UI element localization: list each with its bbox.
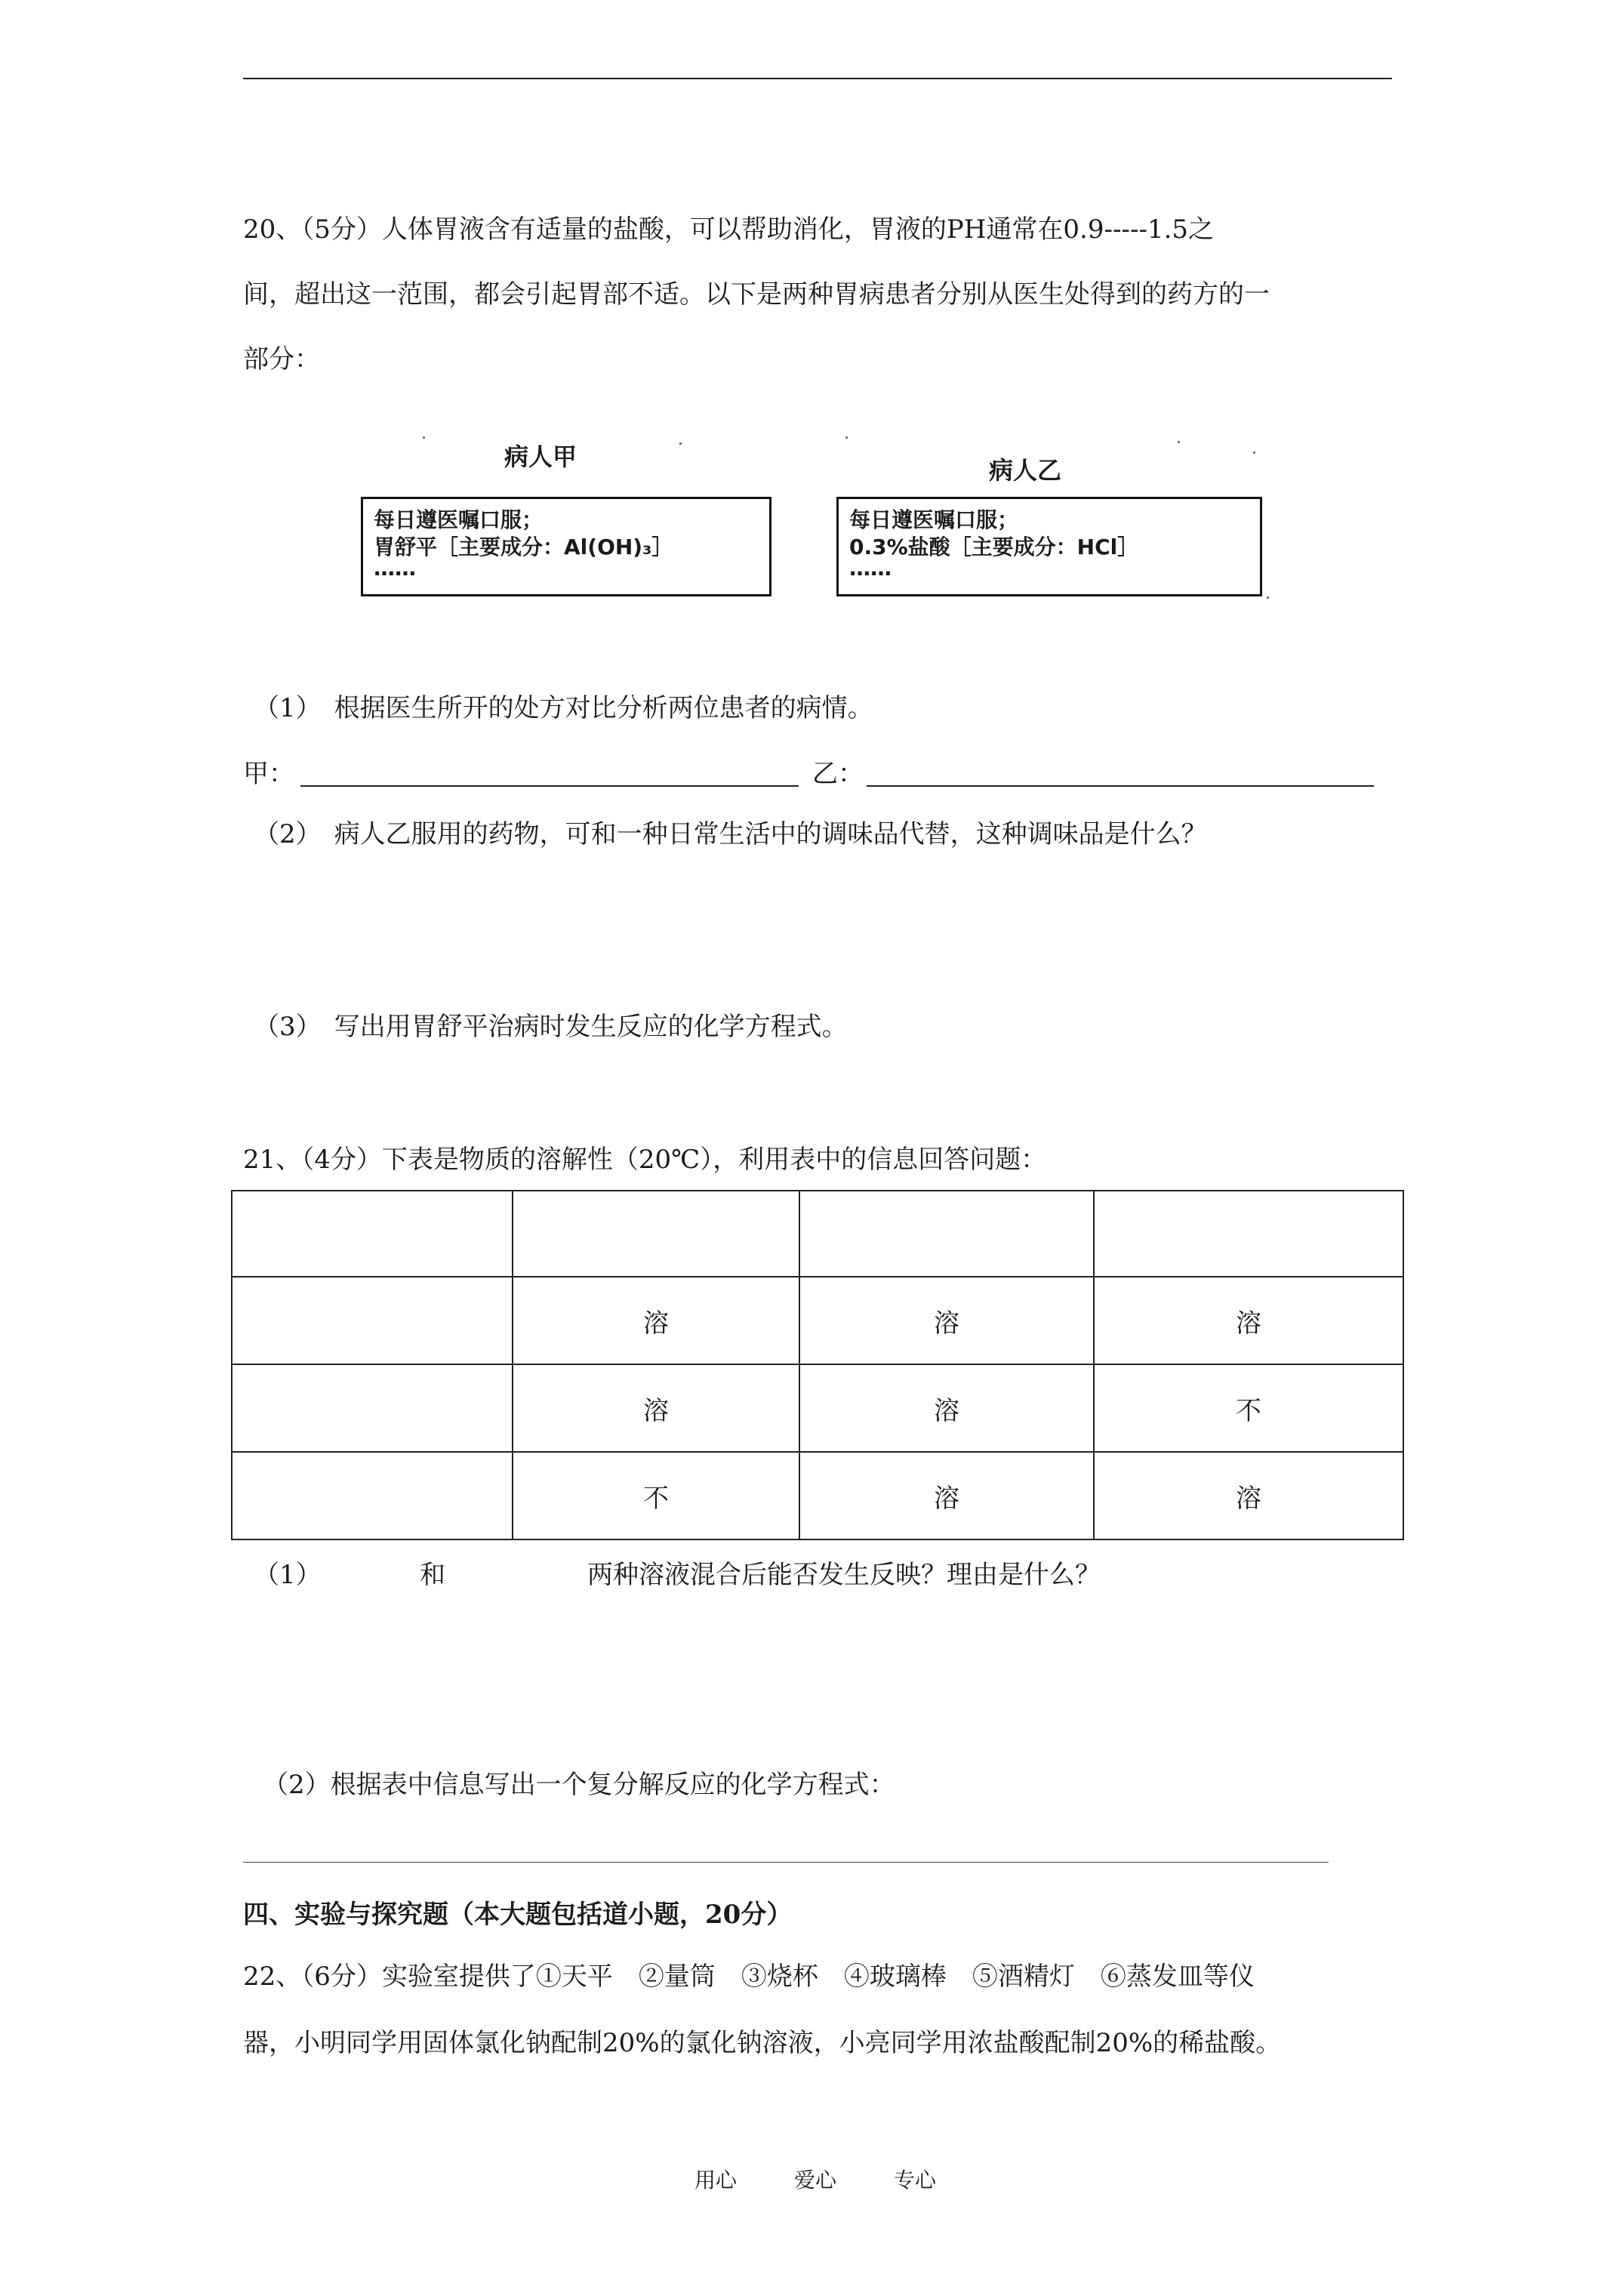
scan-speck xyxy=(1253,451,1255,454)
table-cell xyxy=(513,1191,799,1277)
table-cell xyxy=(232,1191,513,1277)
table-row xyxy=(232,1277,1403,1364)
patient-b-title: 病人乙 xyxy=(989,456,1062,485)
q21-sub1-rest: 两种溶液混合后能否发生反映？理由是什么？ xyxy=(587,1560,1101,1590)
q20-sub3: （3） 写出用胃舒平治病时发生反应的化学方程式。 xyxy=(254,1012,848,1042)
q21-sub1-and: 和 xyxy=(420,1560,445,1590)
scan-speck xyxy=(845,436,848,439)
q20-yi-label: 乙： xyxy=(812,759,864,789)
patient-a-title: 病人甲 xyxy=(504,442,577,471)
prescription-b-box xyxy=(836,497,1262,596)
table-cell: 溶 xyxy=(513,1364,799,1452)
q20-line2: 间，超出这一范围，都会引起胃部不适。以下是两种胃病患者分别从医生处得到的药方的一 xyxy=(243,279,1270,310)
table-cell: 溶 xyxy=(513,1277,799,1364)
table-cell: 不 xyxy=(1094,1364,1403,1452)
table-row xyxy=(232,1452,1403,1539)
footer-zhuanxin: 专心 xyxy=(894,2168,937,2193)
q21-sub1-prefix: （1） xyxy=(254,1560,322,1590)
q20-sub2: （2） 病人乙服用的药物，可和一种日常生活中的调味品代替，这种调味品是什么？ xyxy=(254,819,1207,849)
table-cell xyxy=(232,1277,513,1364)
table-cell: 溶 xyxy=(799,1277,1094,1364)
answer-blank-jia xyxy=(300,785,799,787)
table-cell xyxy=(232,1364,513,1452)
table-cell xyxy=(799,1191,1094,1277)
table-cell: 溶 xyxy=(799,1364,1094,1452)
table-cell: 不 xyxy=(513,1452,799,1539)
q21-intro: 21、（4分）下表是物质的溶解性（20℃），利用表中的信息回答问题： xyxy=(243,1145,1047,1175)
scan-speck xyxy=(1267,596,1269,599)
patient-a-line1: 每日遵医嘱口服； xyxy=(374,507,544,532)
table-cell xyxy=(1094,1191,1403,1277)
patient-b-line1: 每日遵医嘱口服； xyxy=(849,507,1019,532)
q22-line1: 22、（6分）实验室提供了①天平 ②量筒 ③烧杯 ④玻璃棒 ⑤酒精灯 ⑥蒸发皿等仪 xyxy=(243,1962,1255,1992)
table-cell: 溶 xyxy=(1094,1277,1403,1364)
answer-blank-yi xyxy=(867,785,1374,787)
q21-sub2: （2）根据表中信息写出一个复分解反应的化学方程式： xyxy=(263,1770,895,1800)
q22-line2: 器，小明同学用固体氯化钠配制20%的氯化钠溶液，小亮同学用浓盐酸配制20%的稀盐酸。 xyxy=(243,2028,1282,2058)
q20-sub1: （1） 根据医生所开的处方对比分析两位患者的病情。 xyxy=(254,693,873,723)
table-cell xyxy=(232,1452,513,1539)
patient-b-line3: …… xyxy=(849,556,892,581)
section4-heading: 四、实验与探究题（本大题包括道小题，20分） xyxy=(243,1900,793,1930)
prescription-a-box xyxy=(361,497,771,596)
q20-jia-label: 甲： xyxy=(243,759,294,789)
header-rule xyxy=(243,78,1392,79)
scan-speck xyxy=(679,442,682,445)
table-cell: 溶 xyxy=(799,1452,1094,1539)
patient-a-line3: …… xyxy=(374,556,416,581)
scan-speck xyxy=(1178,441,1180,443)
q20-line1: 20、（5分）人体胃液含有适量的盐酸，可以帮助消化，胃液的PH通常在0.9-----1.5之 xyxy=(243,214,1215,245)
scan-speck xyxy=(423,436,425,439)
q20-line3: 部分： xyxy=(243,344,320,374)
answer-blank-equation xyxy=(243,1862,1329,1863)
patient-a-line2: 胃舒平［主要成分：Al(OH)₃］ xyxy=(374,535,673,559)
solubility-table xyxy=(231,1190,1404,1540)
table-cell: 溶 xyxy=(1094,1452,1403,1539)
footer-yongxin: 用心 xyxy=(694,2168,738,2193)
table-row xyxy=(232,1364,1403,1452)
footer-aixin: 爱心 xyxy=(794,2168,837,2193)
table-row xyxy=(232,1191,1403,1277)
patient-b-line2: 0.3%盐酸［主要成分：HCl］ xyxy=(849,535,1139,559)
